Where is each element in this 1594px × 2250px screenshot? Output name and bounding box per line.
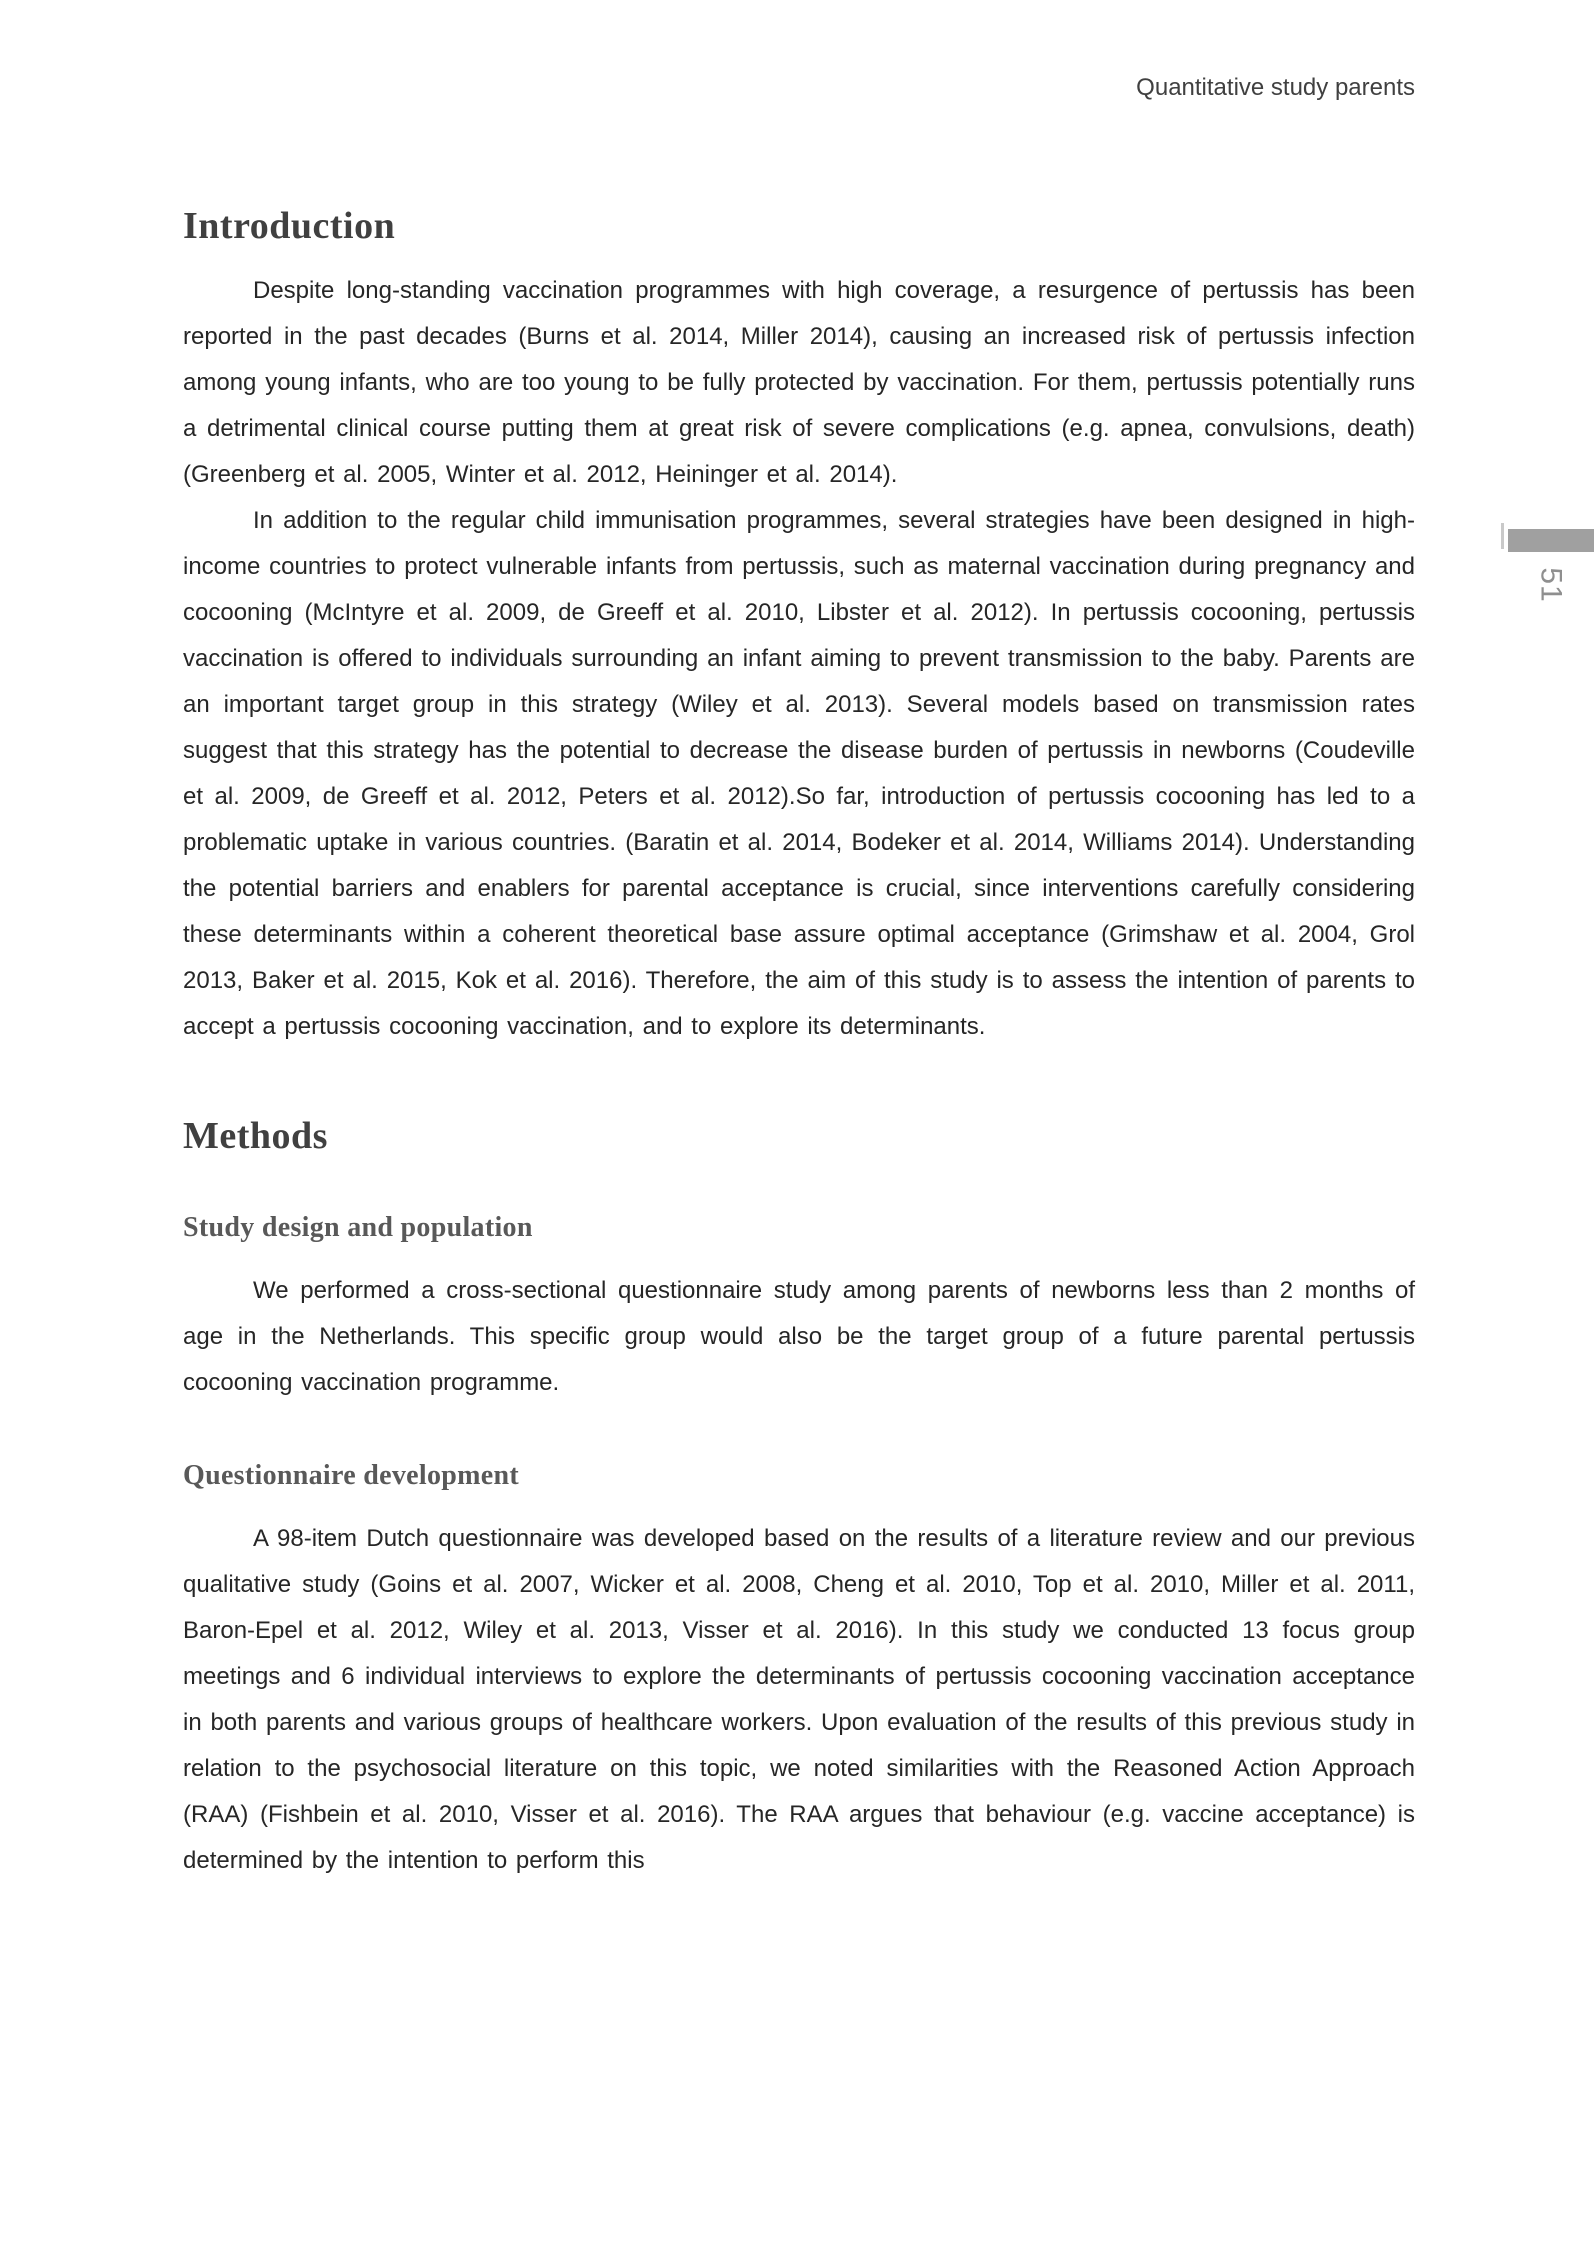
heading-methods: Methods bbox=[183, 1115, 328, 1157]
page-tab-line bbox=[1501, 523, 1504, 549]
study-design-paragraph: We performed a cross-sectional questionnaire study among parents of newborns less than 2 months of age in the Netherlands. This specific group would also be the target group of a future parental pertussis cocooning vaccination programme. bbox=[183, 1277, 1415, 1396]
subheading-questionnaire-development: Questionnaire development bbox=[183, 1460, 519, 1491]
page-tab bbox=[1508, 529, 1594, 552]
page-content bbox=[183, 204, 1415, 1884]
page-number-text: 51 bbox=[1535, 567, 1568, 603]
questionnaire-development-paragraph: A 98-item Dutch questionnaire was developed based on the results of a literature review and our previous qualitative study (Goins et al. 2007, Wicker et al. 2008, Cheng et al. 2010, Top et al. 2010, Miller et al. 2011, Baron-Epel et al. 2012, Wiley et al. 2013, Visser et al. 2016). In this study we conducted 13 focus group meetings and 6 individual interviews to explore the determinants of pertussis cocooning vaccination acceptance in both parents and various groups of healthcare workers. Upon evaluation of the results of this previous study in relation to the psychosocial literature on this topic, we noted similarities with the Reasoned Action Approach (RAA) (Fishbein et al. 2010, Visser et al. 2016). The RAA argues that behaviour (e.g. vaccine acceptance) is determined by the intention to perform this bbox=[183, 1525, 1415, 1874]
subheading-study-design-and-population: Study design and population bbox=[183, 1212, 533, 1243]
heading-introduction: Introduction bbox=[183, 205, 396, 247]
introduction-paragraph-1: Despite long-standing vaccination programmes with high coverage, a resurgence of pertussis has been reported in the past decades (Burns et al. 2014, Miller 2014), causing an increased risk of pertussis infection among young infants, who are too young to be fully protected by vaccination. For them, pertussis potentially runs a detrimental clinical course putting them at great risk of severe complications (e.g. apnea, convulsions, death) (Greenberg et al. 2005, Winter et al. 2012, Heininger et al. 2014). bbox=[183, 277, 1415, 488]
page-number bbox=[1522, 556, 1580, 614]
introduction-paragraph-2: In addition to the regular child immunisation programmes, several strategies have been designed in high-income countries to protect vulnerable infants from pertussis, such as maternal vaccination during pregnancy and cocooning (McIntyre et al. 2009, de Greeff et al. 2010, Libster et al. 2012). In pertussis cocooning, pertussis vaccination is offered to individuals surrounding an infant aiming to prevent transmission to the baby. Parents are an important target group in this strategy (Wiley et al. 2013). Several models based on transmission rates suggest that this strategy has the potential to decrease the disease burden of pertussis in newborns (Coudeville et al. 2009, de Greeff et al. 2012, Peters et al. 2012).So far, introduction of pertussis cocooning has led to a problematic uptake in various countries. (Baratin et al. 2014, Bodeker et al. 2014, Williams 2014). Understanding the potential barriers and enablers for parental acceptance is crucial, since interventions carefully considering these determinants within a coherent theoretical base assure optimal acceptance (Grimshaw et al. 2004, Grol 2013, Baker et al. 2015, Kok et al. 2016). Therefore, the aim of this study is to assess the intention of parents to accept a pertussis cocooning vaccination, and to explore its determinants. bbox=[183, 507, 1415, 1040]
running-header: Quantitative study parents bbox=[1136, 74, 1415, 101]
